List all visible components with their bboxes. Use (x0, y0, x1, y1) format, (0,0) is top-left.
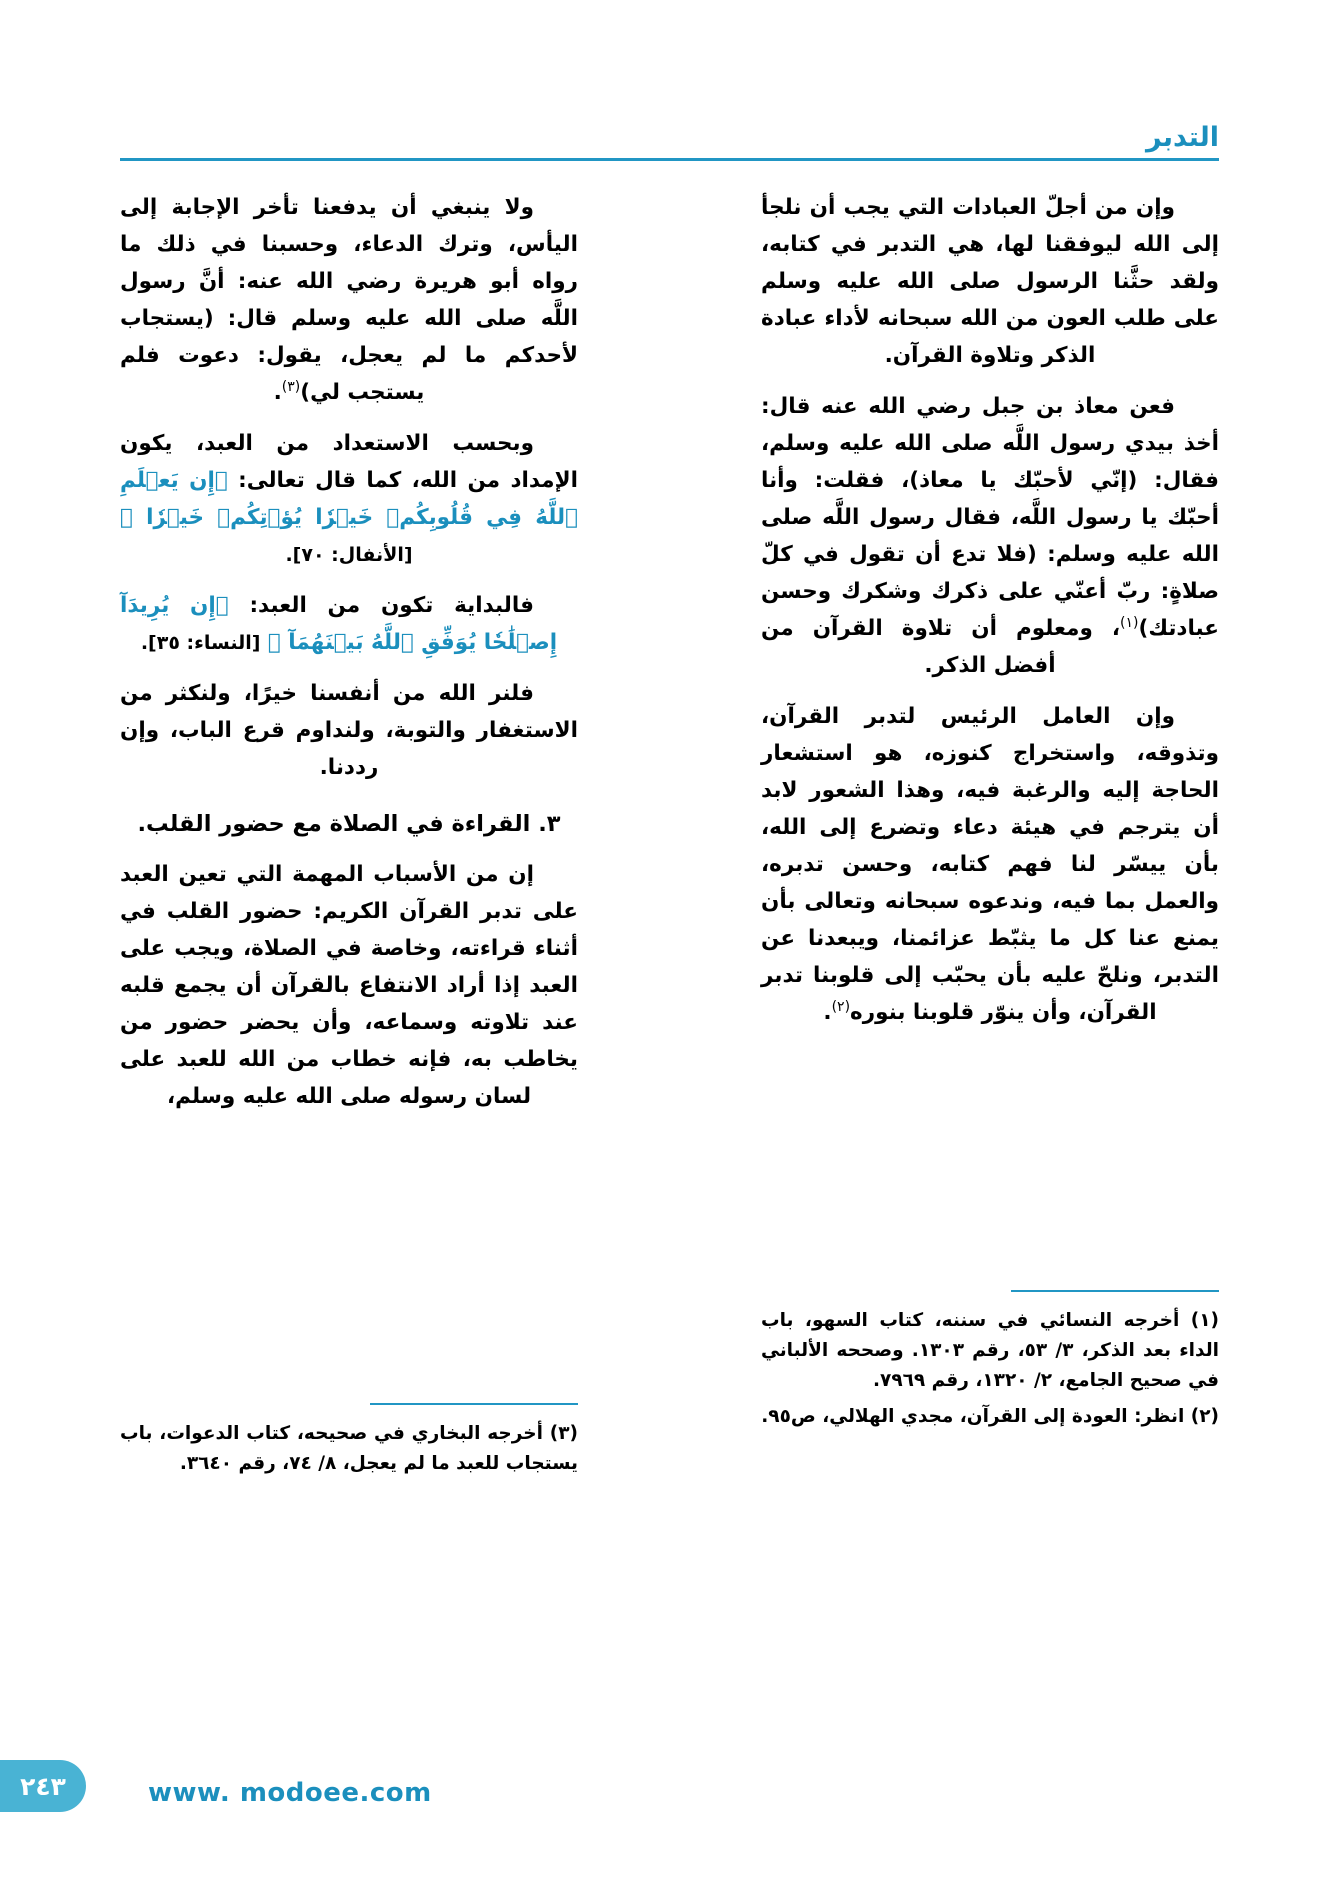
column-right (761, 190, 1219, 1046)
footnote-divider (370, 1403, 578, 1406)
quran-verse: ﴿إِن يَعۡلَمِ ٱللَّهُ فِي قُلُوبِكُمۡ خَيۡرٗا يُؤۡتِكُمۡ خَيۡرٗا ﴾ (120, 467, 578, 530)
footnote-ref-1[interactable]: (١) (1120, 614, 1139, 631)
footnote-divider (1011, 1290, 1219, 1293)
footnote-item (761, 1402, 1219, 1432)
footnote-marker: (١) (1190, 1310, 1219, 1332)
footnotes-right (761, 1290, 1219, 1438)
paragraph: فلنر الله من أنفسنا خيرًا، ولنكثر من الاستغفار والتوبة، ولنداوم قرع الباب، وإن رددنا. (120, 680, 578, 780)
footnote-ref-2[interactable]: (٢) (831, 998, 851, 1015)
paragraph-with-quran (120, 426, 578, 574)
website-url[interactable]: www. modoee.com (148, 1778, 432, 1808)
footnote-marker: (٢) (1190, 1406, 1219, 1428)
footnote-marker: (٣) (549, 1423, 578, 1445)
paragraph-text-cont: . (273, 380, 282, 405)
paragraph-text: فعن معاذ بن جبل رضي الله عنه قال: أخذ بيدي رسول اللَّه صلى الله عليه وسلم، فقال: (إنّي لأحبّك يا معاذ)، فقلت: وأنا أحبّك يا رسول اللَّه، فقال رسول اللَّه صلى الله عليه وسلم: (فلا تدع أن تقول في كلّ صلاةٍ: ربّ أعنّي على ذكرك وشكرك وحسن عبادتك) (761, 393, 1219, 641)
paragraph: وإن من أجلّ العبادات التي يجب أن نلجأ إلى الله ليوفقنا لها، هي التدبر في كتابه، ولقد حثَّنا الرسول صلى الله عليه وسلم على طلب العون من الله سبحانه لأداء عبادة الذكر وتلاوة القرآن. (761, 195, 1219, 368)
page-footer (0, 1740, 1339, 1890)
footnote-ref-3[interactable]: (٣) (281, 378, 301, 395)
page-number: ٢٤٣ (0, 1760, 86, 1812)
paragraph-text: فالبداية تكون من العبد: (249, 592, 534, 618)
paragraph-text-cont: ، ومعلوم أن تلاوة القرآن من أفضل الذكر. (761, 615, 1121, 678)
section-heading: ٣. القراءة في الصلاة مع حضور القلب. (137, 810, 561, 837)
book-title: التدبر (1146, 122, 1219, 153)
paragraph (761, 699, 1219, 1032)
header-divider (120, 158, 1219, 161)
footnote-text: انظر: العودة إلى القرآن، مجدي الهلالي، ص٩٥. (761, 1406, 1185, 1428)
verse-reference: [النساء: ٣٥]. (140, 631, 261, 654)
paragraph (761, 389, 1219, 685)
paragraph-with-quran (120, 588, 578, 662)
verse-reference: [الأنفال: ٧٠]. (285, 543, 413, 566)
paragraph-text-cont: . (823, 999, 832, 1025)
page-header (120, 122, 1219, 164)
paragraph-text: ولا ينبغي أن يدفعنا تأخر الإجابة إلى اليأس، وترك الدعاء، وحسبنا في ذلك ما رواه أبو هريرة رضي الله عنه: أنَّ رسول اللَّه صلى الله عليه وسلم قال: (يستجاب لأحدكم ما لم يعجل، يقول: دعوت فلم يستجب لي) (120, 195, 578, 405)
column-left (120, 190, 578, 1130)
footnote-text: أخرجه النسائي في سننه، كتاب السهو، باب الداء بعد الذكر، ٣/ ٥٣، رقم ١٣٠٣. وصححه الألباني في صحيح الجامع، ٢/ ١٣٢٠، رقم ٧٩٦٩. (761, 1310, 1219, 1392)
paragraph (120, 190, 578, 412)
footnote-item (761, 1306, 1219, 1396)
quran-verse: ﴿إِن يُرِيدَآ إِصۡلَٰحٗا يُوَفِّقِ ٱللَّهُ بَيۡنَهُمَآ ﴾ (120, 592, 558, 655)
footnotes-left (120, 1403, 578, 1485)
paragraph: إن من الأسباب المهمة التي تعين العبد على تدبر القرآن الكريم: حضور القلب في أثناء قراءته، وخاصة في الصلاة، ويجب على العبد إذا أراد الانتفاع بالقرآن أن يجمع قلبه عند تلاوته وسماعه، وأن يحضر حضور من يخاطب به، فإنه خطاب من الله للعبد على لسان رسوله صلى الله عليه وسلم، (120, 862, 578, 1110)
paragraph-text: وبحسب الاستعداد من العبد، يكون الإمداد من الله، كما قال تعالى: (120, 430, 578, 493)
paragraph-text: وإن العامل الرئيس لتدبر القرآن، وتذوقه، واستخراج كنوزه، هو استشعار الحاجة إليه والرغبة فيه، وهذا الشعور لابد أن يترجم في هيئة دعاء وتضرع إلى الله، بأن ييسّر لنا فهم كتابه، وحسن تدبره، والعمل بما فيه، وندعوه سبحانه وتعالى بأن يمنع عنا كل ما يثبّط عزائمنا، ويبعدنا عن التدبر، ونلحّ عليه بأن يحبّب إلى قلوبنا تدبر القرآن، وأن ينوّر قلوبنا بنوره (761, 703, 1219, 1025)
footnote-text: أخرجه البخاري في صحيحه، كتاب الدعوات، باب يستجاب للعبد ما لم يعجل، ٨/ ٧٤، رقم ٣٦٤٠. (120, 1423, 578, 1475)
footnote-item (120, 1419, 578, 1479)
